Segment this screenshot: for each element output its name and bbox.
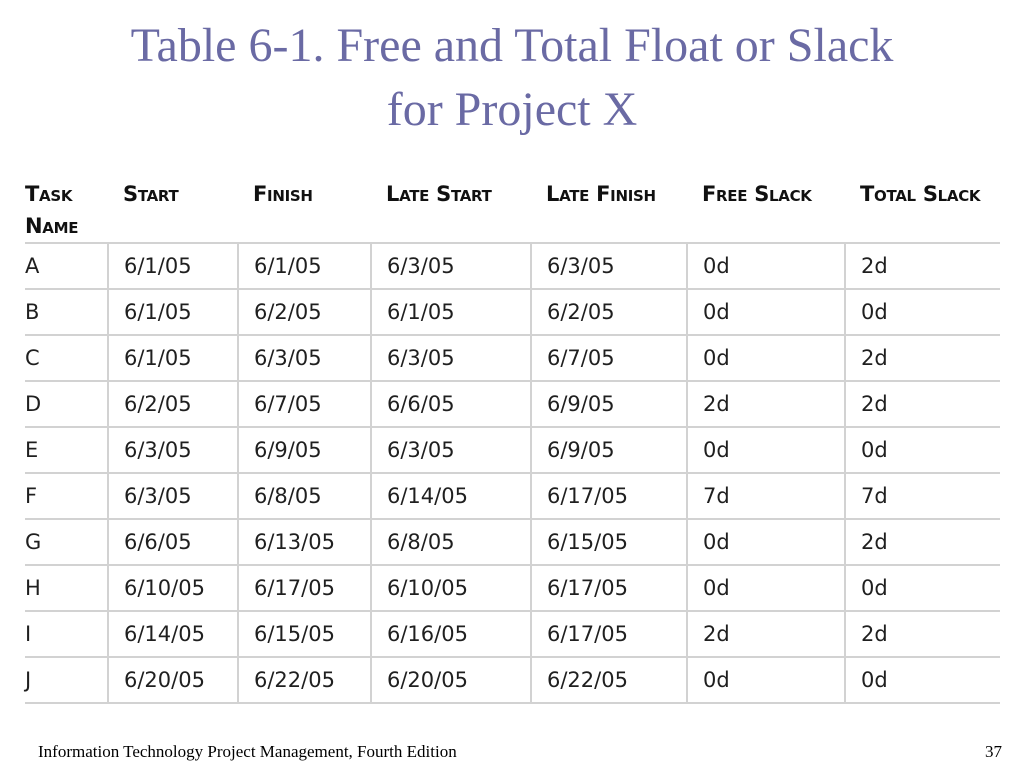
cell-total-slack: 2d	[845, 381, 1000, 427]
cell-task-name: F	[25, 473, 108, 519]
cell-start: 6/1/05	[108, 243, 238, 289]
cell-total-slack: 2d	[845, 243, 1000, 289]
header-label: Task	[25, 182, 73, 206]
cell-finish: 6/8/05	[238, 473, 371, 519]
header-label: Late Finish	[546, 182, 656, 206]
cell-late-start: 6/8/05	[371, 519, 531, 565]
cell-start: 6/3/05	[108, 427, 238, 473]
cell-late-finish: 6/2/05	[531, 289, 687, 335]
cell-start: 6/14/05	[108, 611, 238, 657]
cell-late-finish: 6/15/05	[531, 519, 687, 565]
cell-late-start: 6/3/05	[371, 427, 531, 473]
cell-finish: 6/1/05	[238, 243, 371, 289]
cell-free-slack: 0d	[687, 289, 845, 335]
table-row	[25, 289, 1000, 335]
header-label: Name	[25, 214, 79, 238]
header-label: Free Slack	[702, 182, 812, 206]
cell-total-slack: 2d	[845, 519, 1000, 565]
cell-finish: 6/22/05	[238, 657, 371, 703]
cell-total-slack: 2d	[845, 335, 1000, 381]
cell-start: 6/6/05	[108, 519, 238, 565]
cell-start: 6/20/05	[108, 657, 238, 703]
header-total-slack	[845, 170, 1000, 243]
cell-late-start: 6/3/05	[371, 335, 531, 381]
cell-finish: 6/9/05	[238, 427, 371, 473]
header-task-name	[25, 170, 108, 243]
cell-total-slack: 0d	[845, 657, 1000, 703]
page-number: 37	[985, 742, 1002, 761]
cell-task-name: G	[25, 519, 108, 565]
cell-finish: 6/2/05	[238, 289, 371, 335]
table-row	[25, 611, 1000, 657]
header-late-start	[371, 170, 531, 243]
cell-start: 6/10/05	[108, 565, 238, 611]
cell-free-slack: 0d	[687, 519, 845, 565]
cell-free-slack: 0d	[687, 243, 845, 289]
cell-total-slack: 7d	[845, 473, 1000, 519]
header-late-finish	[531, 170, 687, 243]
cell-start: 6/1/05	[108, 335, 238, 381]
cell-task-name: C	[25, 335, 108, 381]
cell-free-slack: 0d	[687, 565, 845, 611]
table-row	[25, 519, 1000, 565]
cell-finish: 6/17/05	[238, 565, 371, 611]
cell-late-start: 6/3/05	[371, 243, 531, 289]
header-label: Late Start	[386, 182, 492, 206]
cell-late-start: 6/16/05	[371, 611, 531, 657]
table-body	[25, 243, 1000, 703]
cell-late-start: 6/10/05	[371, 565, 531, 611]
header-label: Finish	[253, 182, 313, 206]
header-label: Start	[123, 182, 179, 206]
header-label: Total Slack	[860, 182, 981, 206]
footer-text: Information Technology Project Management, Fourth Edition	[38, 742, 457, 761]
header-finish	[238, 170, 371, 243]
cell-late-finish: 6/7/05	[531, 335, 687, 381]
cell-late-finish: 6/9/05	[531, 381, 687, 427]
cell-late-finish: 6/17/05	[531, 611, 687, 657]
cell-total-slack: 0d	[845, 289, 1000, 335]
table-row	[25, 427, 1000, 473]
cell-task-name: H	[25, 565, 108, 611]
slide-title-line-2: for Project X	[386, 83, 638, 136]
cell-late-finish: 6/9/05	[531, 427, 687, 473]
cell-late-finish: 6/17/05	[531, 565, 687, 611]
cell-task-name: A	[25, 243, 108, 289]
table-header-row	[25, 170, 1000, 243]
slide-title	[0, 14, 1024, 142]
table-row	[25, 335, 1000, 381]
cell-late-finish: 6/3/05	[531, 243, 687, 289]
cell-total-slack: 2d	[845, 611, 1000, 657]
header-free-slack	[687, 170, 845, 243]
cell-free-slack: 0d	[687, 657, 845, 703]
cell-late-start: 6/1/05	[371, 289, 531, 335]
slack-table	[25, 170, 1000, 704]
cell-finish: 6/13/05	[238, 519, 371, 565]
table-row	[25, 243, 1000, 289]
cell-late-finish: 6/22/05	[531, 657, 687, 703]
table-row	[25, 657, 1000, 703]
cell-total-slack: 0d	[845, 565, 1000, 611]
cell-start: 6/2/05	[108, 381, 238, 427]
cell-finish: 6/7/05	[238, 381, 371, 427]
cell-task-name: E	[25, 427, 108, 473]
cell-free-slack: 0d	[687, 427, 845, 473]
cell-free-slack: 7d	[687, 473, 845, 519]
cell-finish: 6/15/05	[238, 611, 371, 657]
cell-late-start: 6/14/05	[371, 473, 531, 519]
slide-title-line-1: Table 6-1. Free and Total Float or Slack	[130, 19, 894, 72]
cell-late-start: 6/6/05	[371, 381, 531, 427]
cell-late-finish: 6/17/05	[531, 473, 687, 519]
cell-task-name: J	[25, 657, 108, 703]
cell-finish: 6/3/05	[238, 335, 371, 381]
cell-late-start: 6/20/05	[371, 657, 531, 703]
cell-total-slack: 0d	[845, 427, 1000, 473]
cell-task-name: B	[25, 289, 108, 335]
cell-task-name: D	[25, 381, 108, 427]
cell-free-slack: 2d	[687, 381, 845, 427]
table-row	[25, 473, 1000, 519]
cell-free-slack: 0d	[687, 335, 845, 381]
cell-start: 6/3/05	[108, 473, 238, 519]
header-start	[108, 170, 238, 243]
cell-start: 6/1/05	[108, 289, 238, 335]
cell-free-slack: 2d	[687, 611, 845, 657]
cell-task-name: I	[25, 611, 108, 657]
table-row	[25, 565, 1000, 611]
table-row	[25, 381, 1000, 427]
